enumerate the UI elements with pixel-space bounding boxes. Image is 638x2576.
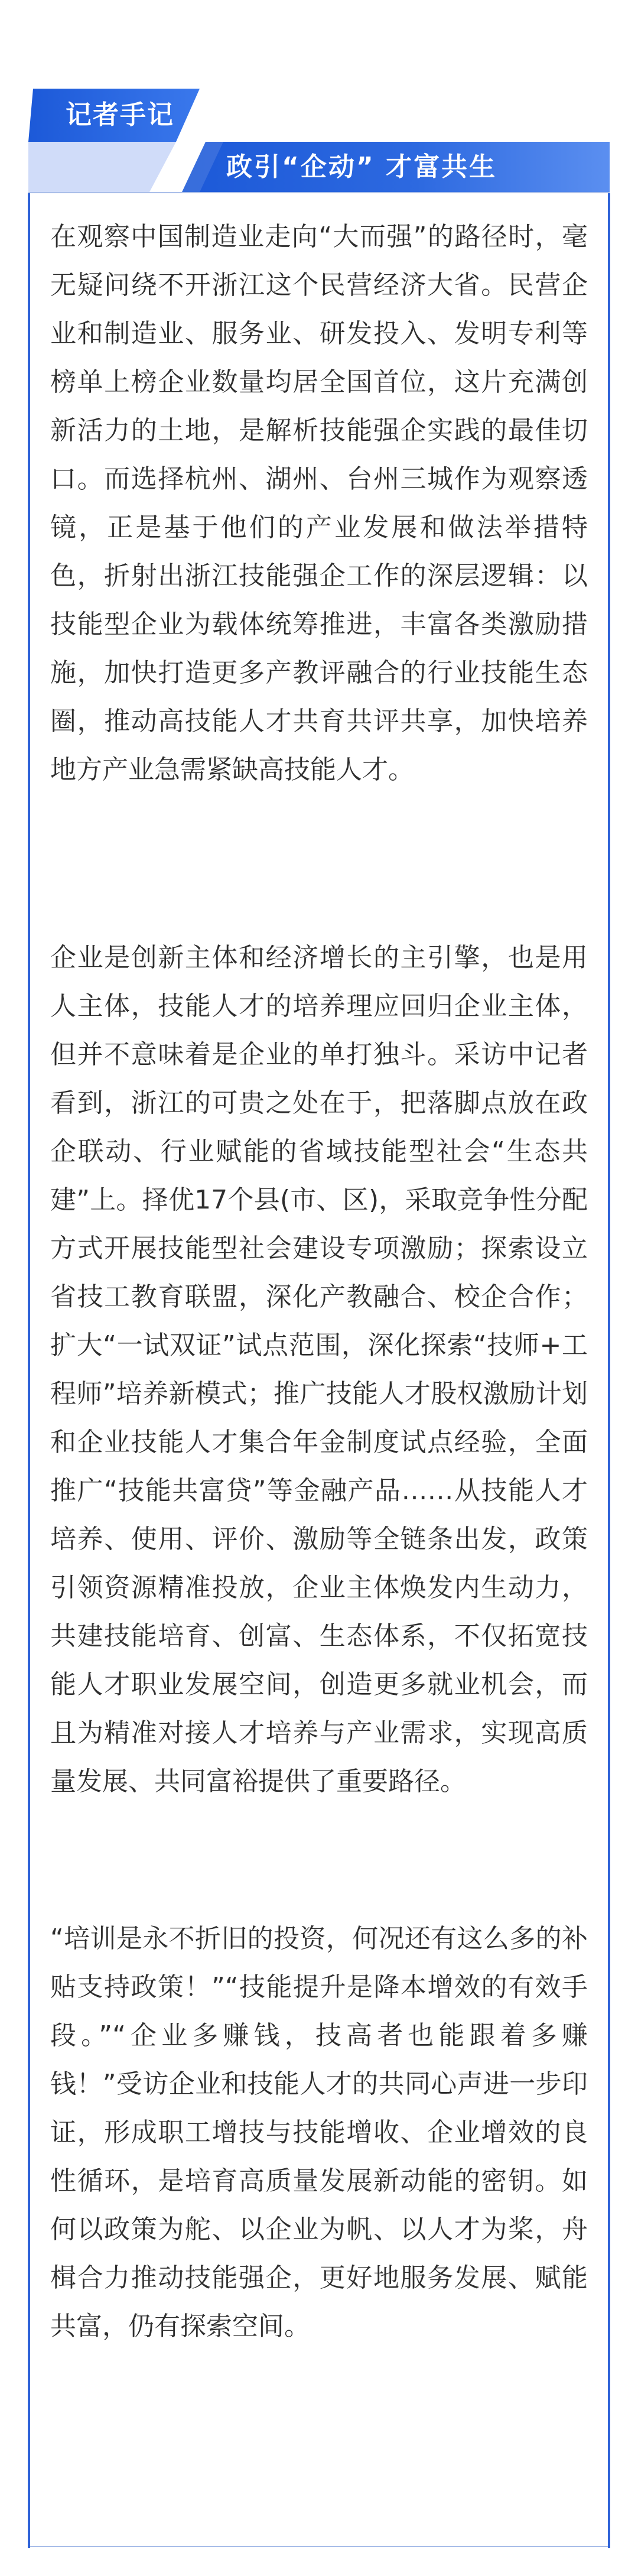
frame-left-accent: [28, 193, 30, 2548]
article-paragraph: “培训是永不折旧的投资，何况还有这么多的补贴支持政策！”“技能提升是降本增效的有效手段。”“企业多赚钱，技高者也能跟着多赚钱！”受访企业和技能人才的共同心声进一步印证，形成职工增技与技能增收、企业增效的良性循环，是培育高质量发展新动能的密钥。如何以政策为舵、以企业为帆、以人才为桨，舟楫合力推动技能强企，更好地服务发展、赋能共富，仍有探索空间。: [50, 1924, 588, 2341]
tag-shadow-shape: [28, 142, 176, 192]
frame-right-accent: [608, 193, 610, 2548]
article-paragraph: 企业是创新主体和经济增长的主引擎，也是用人主体，技能人才的培养理应回归企业主体，但并不意味着是企业的单打独斗。采访中记者看到，浙江的可贵之处在于，把落脚点放在政企联动、行业赋能的省域技能型社会“生态共建”上。择优17个县(市、区)，采取竞争性分配方式开展技能型社会建设专项激励；探索设立省技工教育联盟，深化产教融合、校企合作；扩大“一试双证”试点范围，深化探索“技师+工程师”培养新模式；推广技能人才股权激励计划和企业技能人才集合年金制度试点经验，全面推广“技能共富贷”等金融产品……从技能人才培养、使用、评价、激励等全链条出发，政策引领资源精准投放，企业主体焕发内生动力，共建技能培育、创富、生态体系，不仅拓宽技能人才职业发展空间，创造更多就业机会，而且为精准对接人才培养与产业需求，实现高质量发展、共同富裕提供了重要路径。: [50, 943, 588, 1797]
article-title: 政引“企动” 才富共生: [226, 152, 497, 182]
article-paragraph: 在观察中国制造业走向“大而强”的路径时，毫无疑问绕不开浙江这个民营经济大省。民营企业和制造业、服务业、研发投入、发明专利等榜单上榜企业数量均居全国首位，这片充满创新活力的土地，是解析技能强企实践的最佳切口。而选择杭州、湖州、台州三城作为观察透镜，正是基于他们的产业发展和做法举措特色，折射出浙江技能强企工作的深层逻辑：以技能型企业为载体统筹推进，丰富各类激励措施，加快打造更多产教评融合的行业技能生态圈，推动高技能人才共育共评共享，加快培养地方产业急需紧缺高技能人才。: [50, 222, 588, 785]
article-banner: [28, 89, 610, 192]
section-tag: 记者手记: [66, 100, 174, 130]
article-body: [50, 213, 588, 2351]
